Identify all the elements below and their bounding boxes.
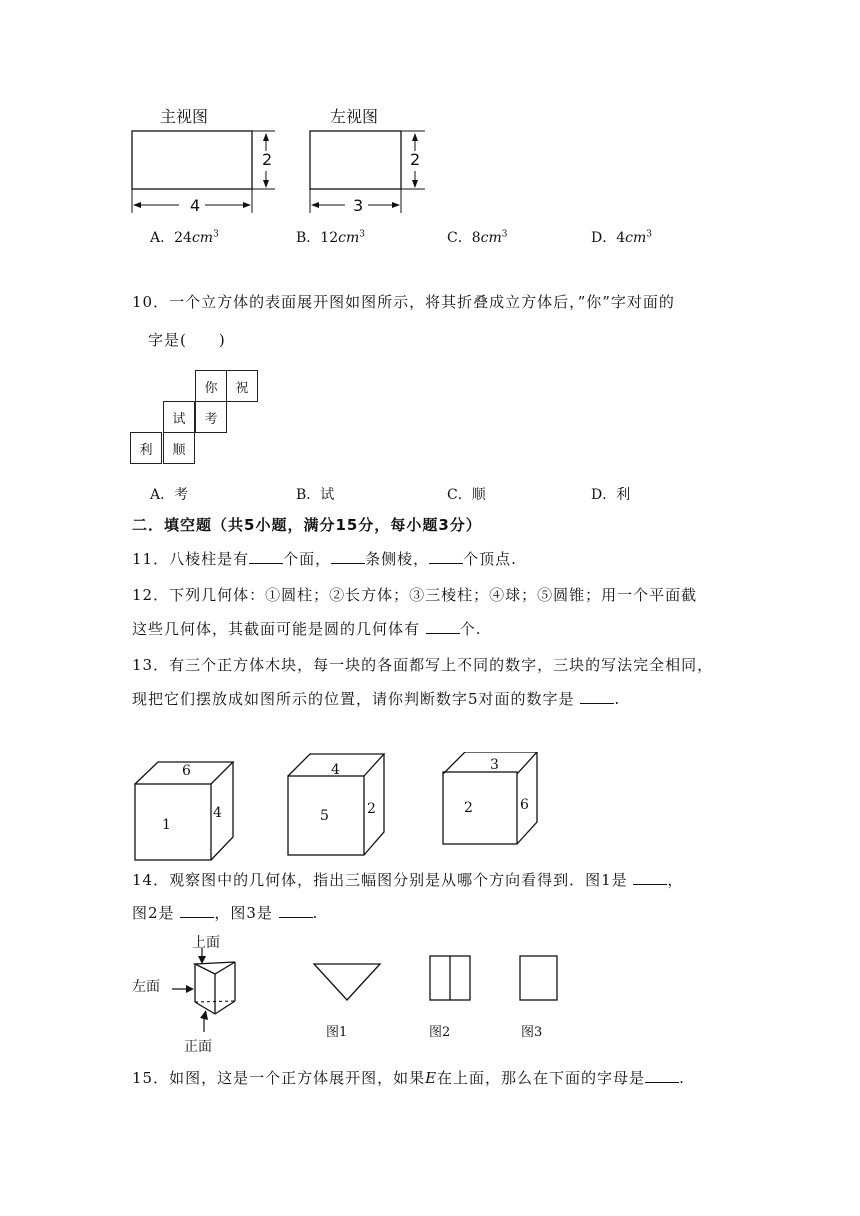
- q9-option-b: B．$12cm^3$: [296, 229, 365, 246]
- answer-blank: [331, 549, 365, 564]
- cube1-front: 1: [162, 817, 171, 833]
- q10-option-d: D．利: [591, 487, 631, 503]
- answer-blank: [645, 1068, 679, 1083]
- label-left: 左面: [132, 979, 160, 995]
- net-cell: 祝: [226, 370, 258, 402]
- three-view-drawing: [125, 125, 445, 220]
- dim-left-width: 3: [353, 196, 364, 215]
- answer-blank: [429, 549, 463, 564]
- q15-text: 15．如图，这是一个正方体展开图，如果E在上面，那么在下面的字母是 .: [132, 1069, 685, 1087]
- left-view-label: 左视图: [330, 107, 379, 126]
- front-view-rect: [132, 131, 252, 189]
- cube1-top: 6: [182, 763, 191, 779]
- cube1-side: 4: [213, 805, 222, 821]
- q14-line2: 图2是 ，图3是 .: [132, 904, 319, 922]
- three-cubes-figure: [125, 752, 585, 862]
- q9-option-a: A．$24cm^3$: [150, 229, 219, 246]
- section-title: 二．填空题（共5小题，满分15分，每小题3分）: [132, 516, 482, 534]
- cube3-top: 3: [490, 757, 499, 773]
- label-top: 上面: [192, 935, 220, 951]
- net-cell: 利: [130, 432, 162, 464]
- fig2-label: 图2: [429, 1025, 451, 1040]
- net-cell: 你: [195, 370, 227, 402]
- cube2-top: 4: [331, 762, 340, 778]
- answer-blank: [279, 903, 313, 918]
- cube2-side: 2: [367, 801, 376, 817]
- q10-option-a: A．考: [150, 487, 189, 503]
- net-cell: 顺: [163, 432, 195, 464]
- q12-line2: 这些几何体，其截面可能是圆的几何体有 个.: [132, 620, 482, 638]
- answer-blank: [633, 870, 667, 885]
- q9-option-d: D．$4cm^3$: [591, 229, 653, 246]
- q10-option-c: C．顺: [447, 487, 486, 503]
- net-cell: 考: [195, 401, 227, 433]
- dim-front-width: 4: [190, 196, 201, 215]
- triangular-prism: [195, 962, 235, 1014]
- fig1-triangle: [314, 964, 380, 1000]
- dim-front-height: 2: [262, 150, 273, 169]
- q13-line1: 13．有三个正方体木块，每一块的各面都写上不同的数字，三块的写法完全相同，: [132, 656, 714, 674]
- answer-blank: [426, 619, 460, 634]
- q14-figures: [160, 948, 580, 1038]
- dim-left-height: 2: [410, 150, 421, 169]
- cube3-side: 6: [520, 797, 529, 813]
- q10-line1: 10．一个立方体的表面展开图如图所示，将其折叠成立方体后，”你”字对面的: [132, 293, 675, 311]
- answer-blank: [249, 549, 283, 564]
- front-view-label: 主视图: [160, 107, 209, 126]
- answer-blank: [580, 689, 614, 704]
- cube-net-grid: [130, 370, 270, 470]
- fig1-label: 图1: [326, 1025, 348, 1040]
- q10-line2: 字是( ): [148, 331, 226, 349]
- left-view-rect: [310, 131, 401, 189]
- fig3-rect: [520, 956, 557, 1000]
- cube2-front: 5: [320, 808, 329, 824]
- answer-blank: [180, 903, 214, 918]
- q13-line2: 现把它们摆放成如图所示的位置，请你判断数字5对面的数字是 .: [132, 690, 621, 708]
- q11-text: 11．八棱柱是有 个面， 条侧棱， 个顶点.: [132, 550, 517, 568]
- q12-line1: 12．下列几何体：①圆柱；②长方体；③三棱柱；④球；⑤圆锥；用一个平面截: [132, 586, 698, 604]
- fig3-label: 图3: [521, 1025, 543, 1040]
- q10-option-b: B．试: [296, 487, 335, 503]
- label-front: 正面: [184, 1039, 212, 1055]
- q9-option-c: C．$8cm^3$: [447, 229, 508, 246]
- cube3-front: 2: [464, 800, 473, 816]
- q14-line1: 14．观察图中的几何体，指出三幅图分别是从哪个方向看得到．图1是 ，: [132, 871, 684, 889]
- net-cell: 试: [163, 401, 195, 433]
